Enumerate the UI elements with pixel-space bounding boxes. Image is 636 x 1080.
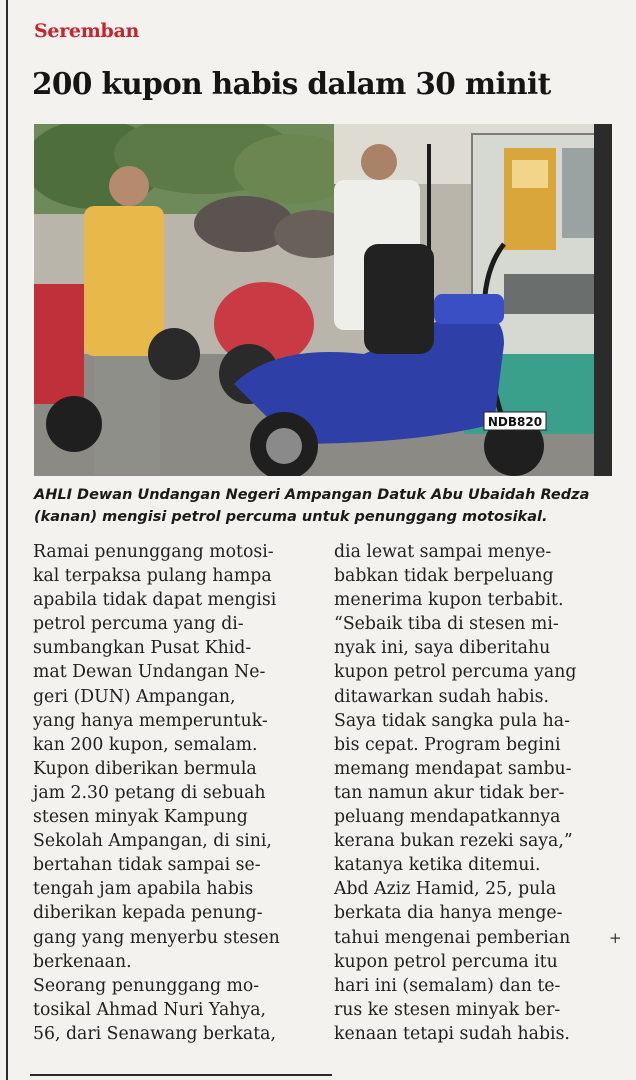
text-line: sumbangkan Pusat Khid- bbox=[33, 638, 252, 659]
text-line: tan namun akur tidak ber- bbox=[334, 782, 565, 803]
text-line: yang hanya memperuntuk- bbox=[33, 710, 268, 731]
text-line: katanya ketika ditemui. bbox=[334, 855, 541, 876]
text-line: petrol percuma yang di- bbox=[33, 614, 244, 635]
caption-line: (kanan) mengisi petrol percuma untuk penunggang motosikal. bbox=[34, 509, 548, 525]
text-line: berkenaan. bbox=[33, 951, 132, 972]
text-line: Ramai penunggang motosi- bbox=[33, 542, 274, 562]
text-line: Abd Aziz Hamid, 25, pula bbox=[334, 879, 557, 900]
text-line: kupon petrol percuma yang bbox=[334, 662, 577, 683]
text-line: apabila tidak dapat mengisi bbox=[33, 590, 277, 611]
text-line: ditawarkan sudah habis. bbox=[334, 686, 549, 707]
text-line: Saya tidak sangka pula ha- bbox=[334, 710, 570, 731]
text-line: gang yang menyerbu stesen bbox=[33, 927, 280, 948]
text-line: Sekolah Ampangan, di sini, bbox=[33, 831, 272, 852]
text-line: bertahan tidak sampai se- bbox=[33, 855, 261, 876]
text-line: nyak ini, saya diberitahu bbox=[334, 638, 551, 659]
text-line: kenaan tetapi sudah habis. bbox=[334, 1023, 570, 1044]
text-line: peluang mendapatkannya bbox=[334, 807, 561, 828]
text-line: rus ke stesen minyak ber- bbox=[334, 999, 561, 1020]
text-line: hari ini (semalam) dan te- bbox=[334, 975, 561, 996]
text-line: babkan tidak berpeluang bbox=[334, 566, 554, 587]
text-line: kerana bukan rezeki saya,” bbox=[334, 831, 573, 852]
text-line: tosikal Ahmad Nuri Yahya, bbox=[33, 999, 266, 1020]
text-line: stesen minyak Kampung bbox=[33, 807, 248, 828]
caption-line: AHLI Dewan Undangan Negeri Ampangan Datuk Abu Ubaidah Redza bbox=[34, 487, 590, 503]
text-line: bis cepat. Program begini bbox=[334, 734, 561, 755]
section-label: Seremban bbox=[34, 20, 140, 42]
text-line: jam 2.30 petang di sebuah bbox=[33, 782, 266, 803]
text-line: kal terpaksa pulang hampa bbox=[33, 566, 272, 587]
text-line: Seorang penunggang mo- bbox=[33, 975, 260, 996]
text-line: memang mendapat sambu- bbox=[334, 758, 572, 779]
text-line: Kupon diberikan bermula bbox=[33, 758, 257, 779]
footer-rule bbox=[30, 1074, 332, 1076]
registration-mark: + bbox=[609, 929, 622, 947]
article-column-right bbox=[334, 540, 604, 1046]
photo-caption bbox=[34, 484, 612, 528]
text-line: 56, dari Senawang berkata, bbox=[33, 1023, 276, 1044]
text-line: diberikan kepada penung- bbox=[33, 903, 263, 924]
text-line: kupon petrol percuma itu bbox=[334, 951, 558, 972]
column-rule-left bbox=[6, 0, 8, 1080]
license-plate: NDB820 bbox=[487, 415, 543, 429]
text-line: berkata dia hanya menge- bbox=[334, 903, 563, 924]
text-line: mat Dewan Undangan Ne- bbox=[33, 662, 266, 683]
text-line: “Sebaik tiba di stesen mi- bbox=[334, 614, 559, 635]
news-photo bbox=[34, 124, 612, 476]
article-column-left bbox=[33, 540, 299, 1046]
text-line: kan 200 kupon, semalam. bbox=[33, 734, 258, 755]
headline: 200 kupon habis dalam 30 minit bbox=[32, 66, 551, 101]
text-line: geri (DUN) Ampangan, bbox=[33, 686, 236, 707]
text-line: menerima kupon terbabit. bbox=[334, 590, 564, 611]
text-line: dia lewat sampai menye- bbox=[334, 542, 552, 562]
text-line: tahui mengenai pemberian bbox=[334, 927, 571, 948]
petrol-station-illustration bbox=[34, 124, 612, 476]
text-line: tengah jam apabila habis bbox=[33, 879, 254, 900]
